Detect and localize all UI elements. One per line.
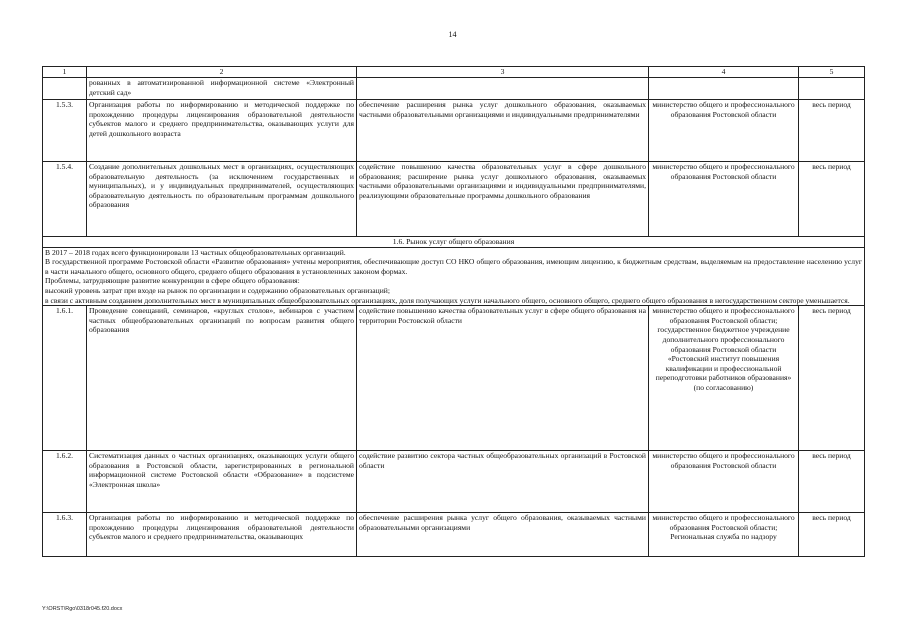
table-header-row <box>43 67 865 78</box>
period: весь период <box>799 162 865 237</box>
expected-result: обеспечение расширения рынка услуг общего образования, оказываемых частными образовательными организациями <box>357 513 649 557</box>
col-header-3: 3 <box>357 67 649 78</box>
measure-text: Проведение совещаний, семинаров, «круглых столов», вебинаров с участием частных общеобразовательных организаций по вопросам развития общего образования <box>87 306 357 451</box>
table-row <box>43 100 865 162</box>
section-paragraph: в связи с активным созданием дополнительных мест в муниципальных общеобразовательных организациях, доля получающих услуги начального общего, основного общего, среднего общего образования в негосударственном секторе уменьшается. <box>45 295 850 305</box>
measure-text: рованных в автоматизированной информационной системе «Электронный детский сад» <box>87 78 357 100</box>
document-path-footer: Y:\ORST\Rgo\0318r045.f20.docx <box>42 606 123 612</box>
expected-result: содействие повышению качества образовательных услуг в сфере общего образования на территории Ростовской области <box>357 306 649 451</box>
executor: министерство общего и профессионального образования Ростовской области <box>649 162 799 237</box>
measure-text: Создание дополнительных дошкольных мест в организациях, осуществляющих образовательную деятельность (за исключением государственных и муниципальных), и у индивидуальных предпринимателей, осуществляющих образовательную деятельность по образовательным программам дошкольного образования <box>87 162 357 237</box>
section-paragraph: В государственной программе Ростовской области «Развитие образования» учтены мероприятия, обеспечивающие доступ СО НКО общего образования, имеющим лицензию, к бюджетным средствам, выделяемым на предоставление населению услуг в части начального общего, основного общего, среднего общего образования в установленных законом формах. <box>45 257 862 276</box>
table-row <box>43 513 865 557</box>
executor: министерство общего и профессионального образования Ростовской области; государственное бюджетное учреждение дополнительного профессионального образования Ростовской области «Ростовский институт повышения квалификации и профессиональной переподготовки работников образования» (по согласованию) <box>649 306 799 451</box>
row-number <box>43 78 87 100</box>
period: весь период <box>799 451 865 513</box>
period: весь период <box>799 306 865 451</box>
table-row <box>43 451 865 513</box>
expected-result <box>357 78 649 100</box>
table-row <box>43 78 865 100</box>
expected-result: содействие повышению качества образовательных услуг в сфере дошкольного образования; расширение рынка услуг дошкольного образования, оказываемых частными образовательными организациями и индивидуальными предпринимателями, реализующими образовательные программы дошкольного образования <box>357 162 649 237</box>
expected-result: содействие развитию сектора частных общеобразовательных организаций в Ростовской области <box>357 451 649 513</box>
page-number: 14 <box>448 30 457 39</box>
section-description <box>43 247 865 306</box>
section-paragraph: высокий уровень затрат при входе на рынок по организации и содержанию образовательных организаций; <box>45 285 390 295</box>
measure-text: Систематизация данных о частных организациях, оказывающих услуги общего образования в Ростовской области, зарегистрированных в региональной информационной системе Ростовской области «Образование» в подсистеме «Электронная школа» <box>87 451 357 513</box>
col-header-4: 4 <box>649 67 799 78</box>
period: весь период <box>799 513 865 557</box>
col-header-5: 5 <box>799 67 865 78</box>
table-row <box>43 306 865 451</box>
section-title: 1.6. Рынок услуг общего образования <box>43 237 865 248</box>
row-number: 1.6.1. <box>43 306 87 451</box>
section-description-row <box>43 247 865 306</box>
expected-result: обеспечение расширения рынка услуг дошкольного образования, оказываемых частными образовательными организациями и индивидуальными предпринимателями <box>357 100 649 162</box>
row-number: 1.6.3. <box>43 513 87 557</box>
col-header-1: 1 <box>43 67 87 78</box>
executor <box>649 78 799 100</box>
row-number: 1.5.3. <box>43 100 87 162</box>
section-title-row <box>43 237 865 248</box>
period: весь период <box>799 100 865 162</box>
executor: министерство общего и профессионального образования Ростовской области <box>649 100 799 162</box>
row-number: 1.6.2. <box>43 451 87 513</box>
section-paragraph: В 2017 – 2018 годах всего функционировали 13 частных общеобразовательных организаций. <box>45 247 346 257</box>
measures-table <box>42 66 865 557</box>
col-header-2: 2 <box>87 67 357 78</box>
period <box>799 78 865 100</box>
executor: министерство общего и профессионального образования Ростовской области; Региональная служба по надзору <box>649 513 799 557</box>
row-number: 1.5.4. <box>43 162 87 237</box>
section-paragraph: Проблемы, затрудняющие развитие конкуренции в сфере общего образования: <box>45 276 300 286</box>
table-row <box>43 162 865 237</box>
measure-text: Организация работы по информированию и методической поддержке по прохождению процедуры лицензирования образовательной деятельности субъектов малого и среднего предпринимательства, оказывающих <box>87 513 357 557</box>
measure-text: Организация работы по информированию и методической поддержке по прохождению процедуры лицензирования образовательной деятельности субъектов малого и среднего предпринимательства, оказывающих услуги для детей дошкольного возраста <box>87 100 357 162</box>
executor: министерство общего и профессионального образования Ростовской области <box>649 451 799 513</box>
